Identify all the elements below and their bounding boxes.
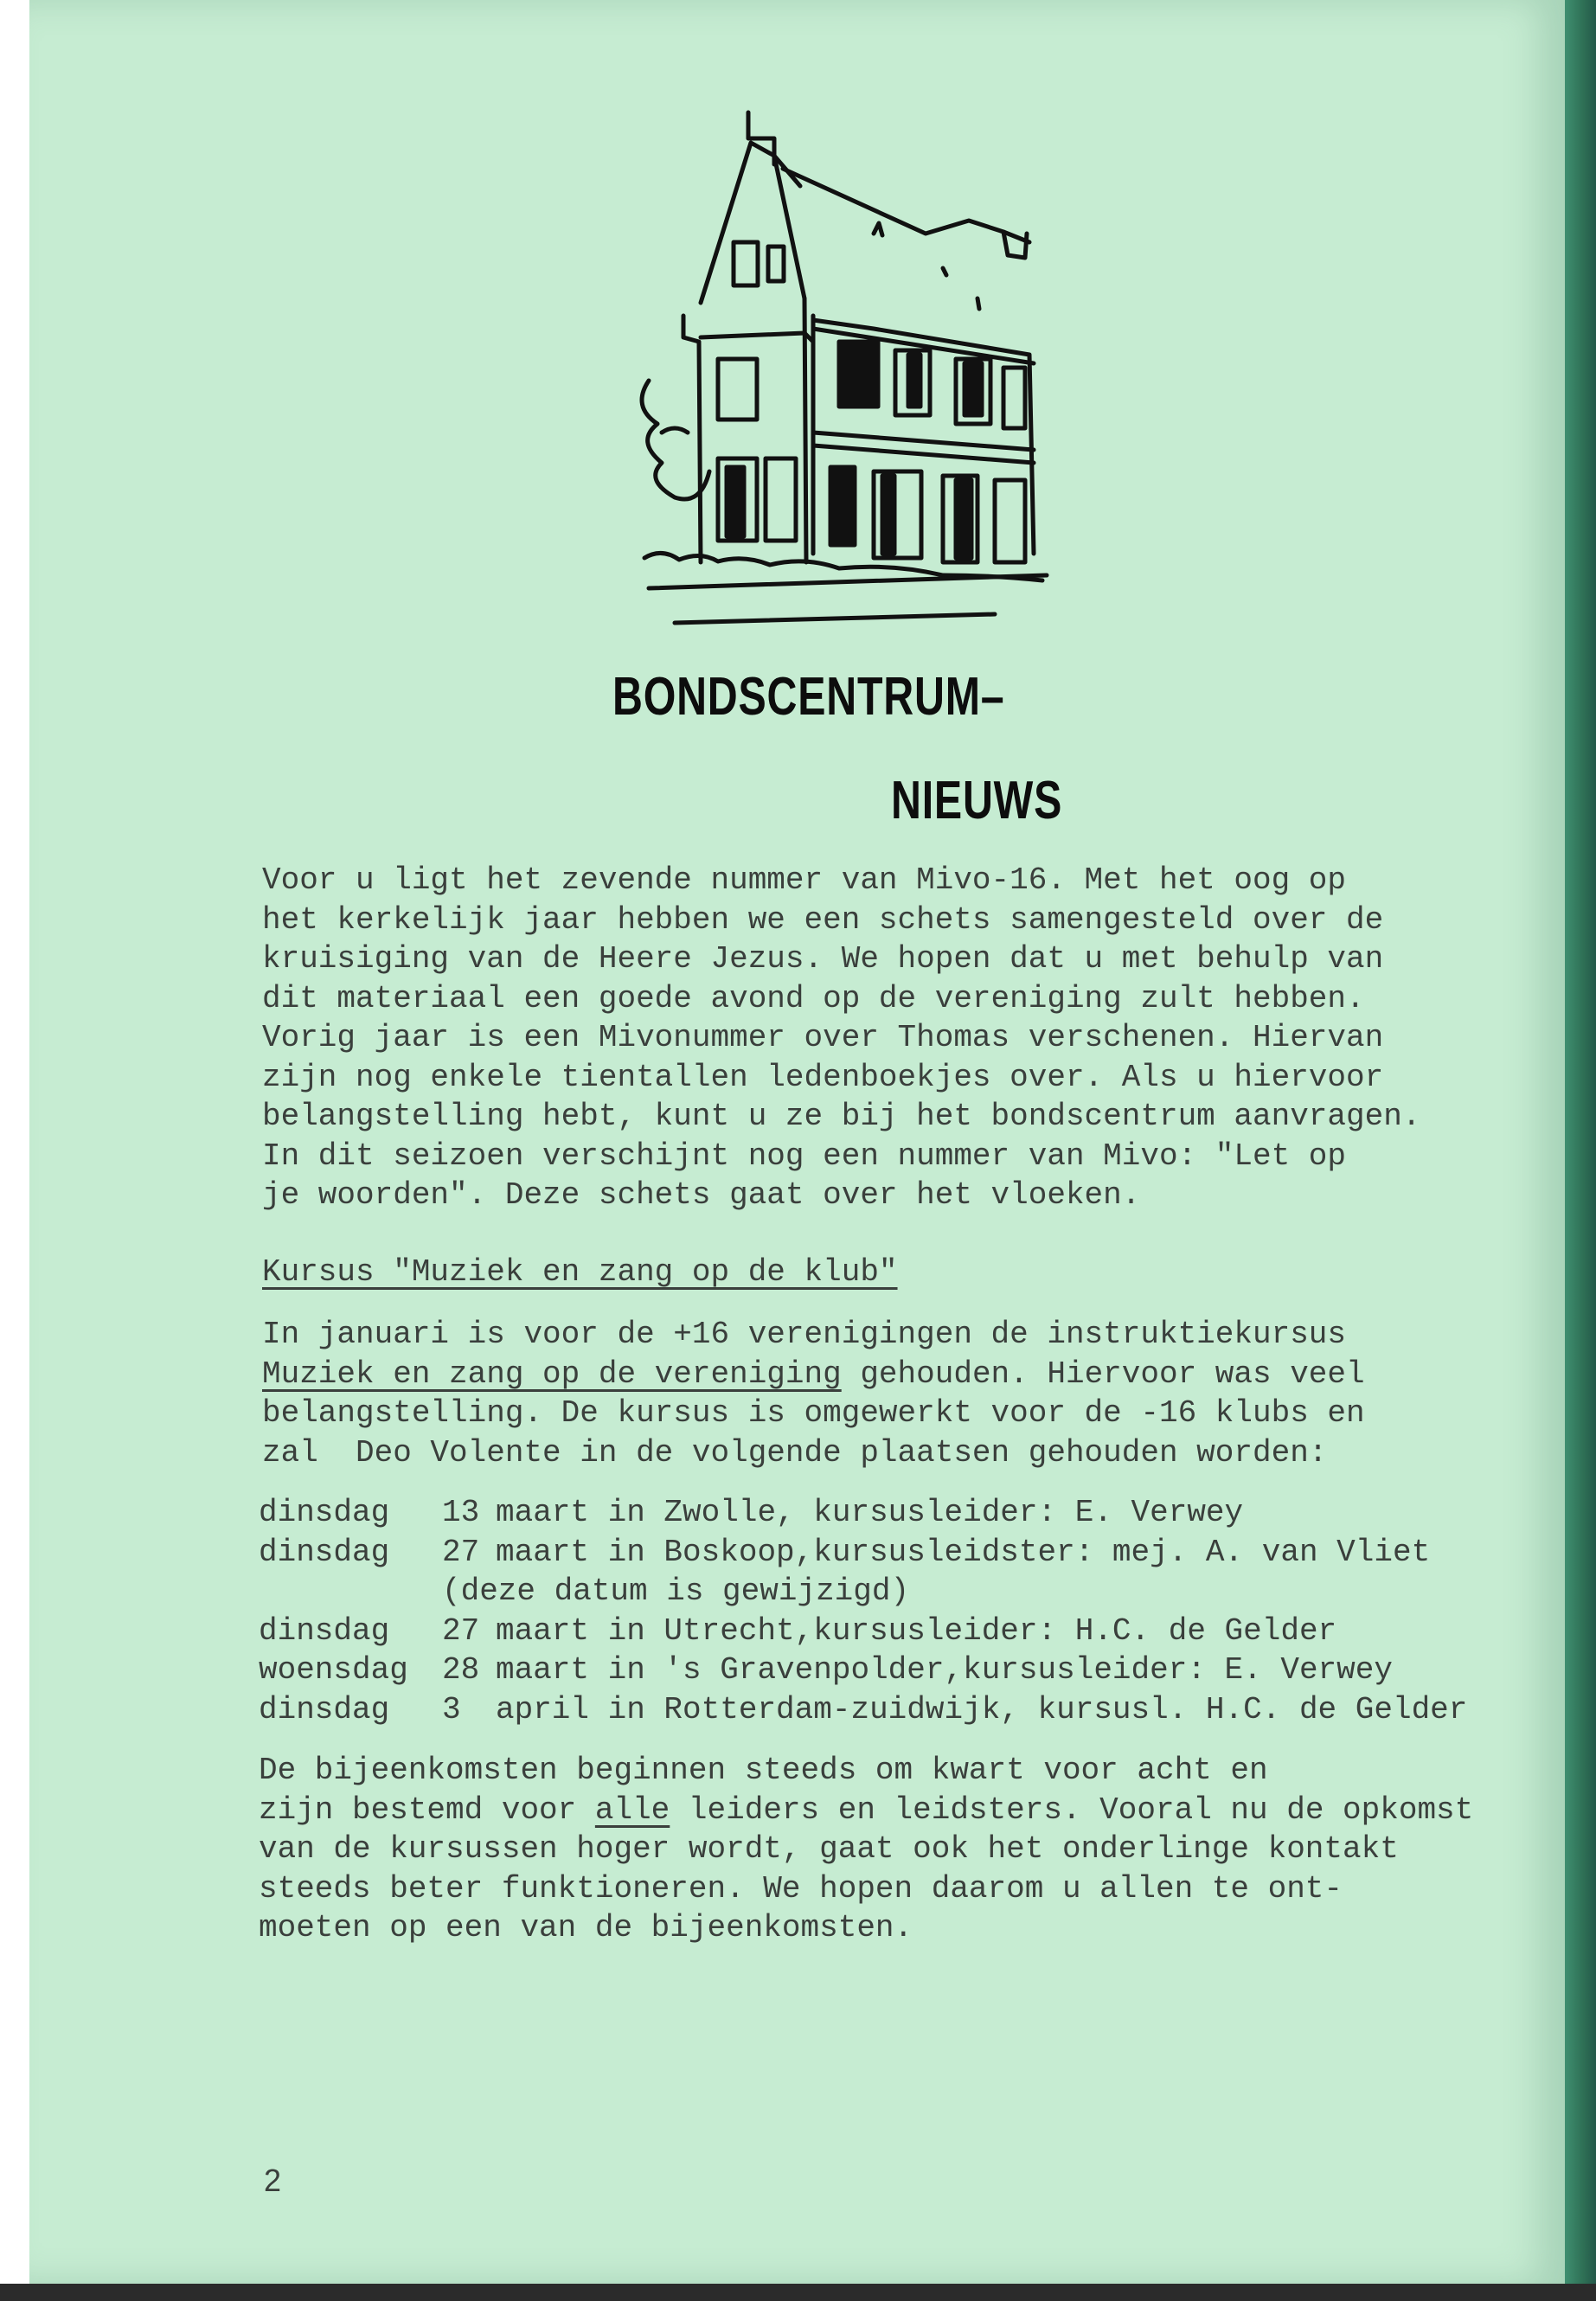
- course-line: belangstelling. De kursus is omgewerkt voor de -16 klubs en: [262, 1395, 1365, 1431]
- intro-line: Voor u ligt het zevende nummer van Mivo-16. Met het oog op: [262, 862, 1347, 898]
- schedule-note: (deze datum is gewijzigd): [442, 1574, 910, 1609]
- schedule-date: 28: [442, 1652, 480, 1688]
- intro-paragraph: [262, 861, 1420, 1215]
- intro-line: kruisiging van de Heere Jezus. We hopen dat u met behulp van: [262, 941, 1384, 977]
- course-line-rest: gehouden. Hiervoor was veel: [841, 1356, 1365, 1392]
- schedule-day: dinsdag: [259, 1534, 390, 1570]
- closing-line: van de kursussen hoger wordt, gaat ook het onderlinge kontakt: [259, 1831, 1399, 1867]
- page-left-margin: [0, 0, 29, 2301]
- intro-line: In dit seizoen verschijnt nog een nummer van Mivo: "Let op: [262, 1138, 1347, 1174]
- closing-paragraph: [259, 1751, 1473, 1948]
- schedule-date: 3: [442, 1691, 461, 1727]
- title-line-1: BONDSCENTRUM–: [612, 667, 1005, 727]
- schedule-row: [259, 1690, 1596, 1730]
- intro-line: zijn nog enkele tientallen ledenboekjes over. Als u hiervoor: [262, 1059, 1384, 1095]
- page-number: 2: [264, 2163, 282, 2198]
- schedule-day: dinsdag: [259, 1691, 390, 1727]
- bottom-strip: [0, 2284, 1596, 2301]
- schedule-row: [259, 1493, 1596, 1533]
- closing-line-post: leiders en leidsters. Vooral nu de opkomst: [670, 1791, 1474, 1828]
- page-right-edge: [1565, 0, 1596, 2301]
- schedule-row: [259, 1650, 1596, 1690]
- schedule-row: [259, 1533, 1596, 1573]
- closing-line-pre: zijn bestemd voor: [259, 1791, 595, 1828]
- schedule-details: maart in 's Gravenpolder,kursusleider: E. Verwey: [496, 1652, 1393, 1688]
- schedule-date: 27: [442, 1612, 480, 1649]
- intro-line: belangstelling hebt, kunt u ze bij het bondscentrum aanvragen.: [262, 1099, 1421, 1134]
- course-line: [262, 1355, 1365, 1394]
- schedule-date: 13: [442, 1495, 480, 1530]
- closing-line: moeten op een van de bijeenkomsten.: [259, 1910, 913, 1945]
- schedule-day: dinsdag: [259, 1612, 390, 1649]
- title-line-2: NIEUWS: [891, 771, 1063, 830]
- course-line: zal Deo Volente in de volgende plaatsen gehouden worden:: [262, 1434, 1328, 1471]
- intro-line: dit materiaal een goede avond op de vereniging zult hebben.: [262, 980, 1365, 1016]
- building-sketch-icon: [597, 104, 1081, 666]
- schedule-day: woensdag: [259, 1652, 408, 1688]
- intro-line: je woorden". Deze schets gaat over het vloeken.: [262, 1177, 1141, 1213]
- closing-line: [259, 1791, 1473, 1830]
- closing-line: De bijeenkomsten beginnen steeds om kwart voor acht en: [259, 1753, 1268, 1788]
- schedule-details: maart in Boskoop,kursusleidster: mej. A. van Vliet: [496, 1534, 1431, 1570]
- closing-underlined-word: alle: [594, 1791, 670, 1828]
- course-schedule: [259, 1493, 1596, 1729]
- closing-line: steeds beter funktioneren. We hopen daarom u allen te ont-: [259, 1870, 1343, 1907]
- schedule-details: april in Rotterdam-zuidwijk, kursusl. H.C. de Gelder: [496, 1691, 1468, 1727]
- intro-line: Vorig jaar is een Mivonummer over Thomas verschenen. Hiervan: [262, 1020, 1384, 1055]
- schedule-day: dinsdag: [259, 1495, 390, 1530]
- schedule-row: [259, 1612, 1596, 1651]
- schedule-date: 27: [442, 1534, 480, 1570]
- schedule-details: maart in Zwolle, kursusleider: E. Verwey: [496, 1495, 1244, 1530]
- intro-line: het kerkelijk jaar hebben we een schets samengesteld over de: [262, 901, 1384, 938]
- course-heading: Kursus "Muziek en zang op de klub": [262, 1254, 898, 1290]
- course-paragraph: [262, 1315, 1365, 1472]
- course-title-underlined: Muziek en zang op de vereniging: [262, 1356, 842, 1392]
- schedule-details: maart in Utrecht,kursusleider: H.C. de Gelder: [496, 1612, 1337, 1649]
- course-line: In januari is voor de +16 verenigingen de instruktiekursus: [262, 1317, 1347, 1352]
